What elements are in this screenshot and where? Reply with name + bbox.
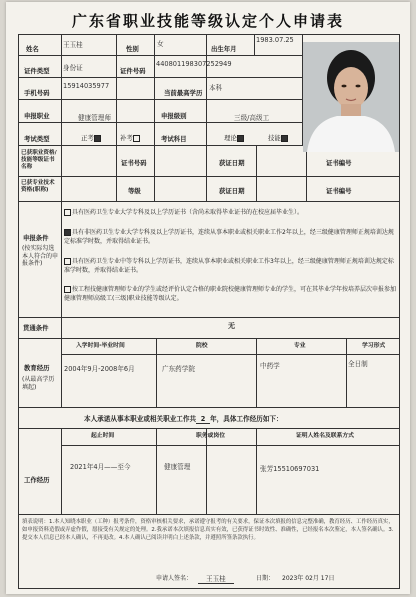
month-suffix: 月 <box>312 575 319 582</box>
cert-no-label: 证书号码 <box>121 159 147 167</box>
work-witness-value[interactable]: 张芳15510697031 <box>260 465 320 473</box>
cert-level-label: 等级 <box>128 187 141 195</box>
gender-label: 性别 <box>126 45 139 53</box>
rule <box>61 34 62 201</box>
rule <box>399 34 400 588</box>
condition-item[interactable] <box>64 285 396 304</box>
applicant-photo <box>303 42 399 152</box>
work-col-witness: 证明人姓名及联系方式 <box>296 433 354 439</box>
exam-subject-option-2[interactable] <box>268 134 289 142</box>
work-col-role: 职务或岗位 <box>196 433 225 439</box>
checkbox-icon[interactable] <box>64 209 71 216</box>
phone-label: 手机号码 <box>24 89 50 97</box>
rule <box>256 338 257 407</box>
date-label: 日期： <box>256 575 275 582</box>
work-role-value[interactable]: 健康管理 <box>164 463 191 471</box>
exam-type-label: 考试类型 <box>24 135 50 143</box>
work-label: 工作经历 <box>24 476 50 484</box>
id-type-value[interactable]: 身份证 <box>63 64 83 72</box>
edu-time-value[interactable]: 2004年9月-2008年6月 <box>64 365 135 373</box>
rule <box>18 338 400 339</box>
checkbox-icon[interactable] <box>133 135 140 142</box>
rule <box>61 445 399 446</box>
rule <box>116 145 117 201</box>
exam-type-option-2[interactable] <box>120 134 141 142</box>
work-commitment <box>84 415 283 424</box>
rule <box>256 145 257 201</box>
edu-major-value[interactable]: 中药学 <box>260 362 280 370</box>
rule <box>116 34 117 145</box>
level-value[interactable]: 三级/高级工 <box>234 114 270 122</box>
rule <box>306 145 307 201</box>
work-col-time: 起止时间 <box>91 433 115 439</box>
rule <box>18 34 19 588</box>
cert-no3-label: 证书编号 <box>326 187 352 195</box>
cert-row1-label: 已获职业资格/技能等级证书名称 <box>21 150 57 170</box>
edu-col-school: 院校 <box>196 343 208 349</box>
year-suffix: 年 <box>297 575 304 582</box>
sign-day[interactable]: 17 <box>320 575 329 582</box>
commitment-prefix: 本人承诺从事本职业或相关职业工作共 <box>84 415 197 423</box>
rule <box>256 428 257 514</box>
name-label: 姓名 <box>26 45 39 53</box>
edu-col-major: 专业 <box>294 343 306 349</box>
rule <box>18 588 400 589</box>
edu-col-mode: 学习形式 <box>362 343 386 349</box>
education-label: 教育经历 <box>24 364 50 372</box>
exam-subject-label: 考试科目 <box>161 135 187 143</box>
condition-text: 具有非医药卫生专业大学专科及以上学历证书，连续从事本职业或相关职业工作2年以上，经三级健康管理师正规培训达规定标准学时数，并取得结业证书。 <box>64 229 394 246</box>
rule <box>61 354 399 355</box>
condition-item[interactable] <box>64 208 396 217</box>
rule <box>61 201 62 338</box>
exam-type-option-1[interactable] <box>81 134 102 142</box>
checkbox-checked-icon[interactable] <box>94 135 101 142</box>
cert-no2-label: 证书编号 <box>326 159 352 167</box>
form-title: 广东省职业技能等级认定个人申请表 <box>71 12 344 30</box>
education-note: (从最高学历填起) <box>22 376 55 391</box>
rule <box>206 428 207 514</box>
commitment-suffix: 年，具体工作经历如下： <box>210 415 283 423</box>
work-time-value[interactable]: 2021年4月——至今 <box>70 463 131 471</box>
birth-label: 出生年月 <box>211 45 237 53</box>
rule <box>156 338 157 407</box>
exam-type-option-1-label: 正考 <box>81 134 94 142</box>
id-type-label: 证件类型 <box>24 67 50 75</box>
sign-date[interactable] <box>282 575 334 583</box>
rule <box>18 201 400 202</box>
rule <box>156 428 157 514</box>
edu-label: 当前最高学历 <box>164 89 203 97</box>
condition-item[interactable] <box>64 257 396 276</box>
exam-subject-option-1-label: 理论 <box>224 134 237 142</box>
declaration-text: 填表说明：1.本人知晓本职业（工种）报考条件，资格审核相关要求，承诺遵守报考的有关要求，保证本次填报的信息完整准确，教育经历、工作经历真实，如申报资料造假或弄虚作假，愿接受有关规定的处理。2.我承诺本次填报信息真实有效，已获得证书时效性、准确性，已经报名本次鉴定，本人签名确认。3.提交本人信息已经本人确认，不再更改。4.本人确认已阅读并明白上述条款，并遵照所签条款执行。 <box>22 519 394 542</box>
rule <box>346 338 347 407</box>
general-condition-label: 贯通条件 <box>23 324 49 332</box>
occupation-value[interactable]: 健康管理师 <box>78 114 111 122</box>
rule <box>18 407 400 408</box>
conditions-label: 申报条件 <box>23 234 49 242</box>
checkbox-checked-icon[interactable] <box>281 135 288 142</box>
application-form <box>6 2 410 594</box>
id-no-label: 证件号码 <box>120 67 146 75</box>
id-no-value[interactable]: 440801198307252949 <box>156 60 232 68</box>
general-condition-value: 无 <box>228 322 235 330</box>
condition-item[interactable] <box>64 228 396 247</box>
exam-subject-option-2-label: 技能 <box>268 134 281 142</box>
rule <box>18 514 400 515</box>
signature-value[interactable]: 王玉桂 <box>198 573 234 584</box>
rule <box>18 34 400 35</box>
signature-label: 申请人签名： <box>156 575 193 582</box>
day-suffix: 日 <box>328 575 335 582</box>
rule <box>154 145 155 201</box>
edu-value[interactable]: 本科 <box>209 84 223 92</box>
condition-text: 按工程技健康管理师专业的学生或经评价认定合格的职业院校健康管理师专业的学生，可在其毕业学年按培养层次申报参加健康管理师高级工(三级)职业技能等级认定。 <box>64 286 397 303</box>
checkbox-checked-icon[interactable] <box>64 229 71 236</box>
rule <box>154 34 155 145</box>
exam-subject-option-1[interactable] <box>224 134 245 142</box>
cert-date2-label: 获证日期 <box>219 187 245 195</box>
sign-month[interactable]: 02 <box>305 575 313 582</box>
phone-value[interactable]: 15914035977 <box>63 82 110 90</box>
rule <box>18 317 400 318</box>
level-label: 申报级别 <box>161 112 187 120</box>
checkbox-checked-icon[interactable] <box>237 135 244 142</box>
exam-type-option-2-label: 补考 <box>120 134 133 142</box>
cert-date-label: 获证日期 <box>219 159 245 167</box>
birth-value[interactable]: 1983.07.25 <box>256 36 294 44</box>
name-value[interactable]: 王玉桂 <box>63 41 83 49</box>
edu-col-time: 入学时间-毕业时间 <box>76 343 125 349</box>
work-years[interactable]: 2 <box>196 415 210 424</box>
conditions-note: (按实际勾选本人符合的申报条件) <box>22 245 59 267</box>
rule <box>254 34 255 56</box>
edu-mode-value[interactable]: 全日制 <box>348 360 368 368</box>
condition-text: 具有医药卫生专业大学专科及以上学历证书（含尚未取得毕业证书的在校应届毕业生）。 <box>72 209 304 216</box>
checkbox-icon[interactable] <box>64 258 71 265</box>
rule <box>18 176 400 177</box>
rule <box>18 428 400 429</box>
edu-school-value[interactable]: 广东药学院 <box>162 365 195 373</box>
cert-row2-label: 已获专业技术资格(职称) <box>21 180 55 193</box>
sign-year[interactable]: 2023 <box>282 575 298 582</box>
gender-value[interactable]: 女 <box>157 40 164 48</box>
condition-text: 具有医药卫生专业中等专科以上学历证书，连续从事本职业或相关职业工作3年以上，经三级健康管理师正规培训达规定标准学时数，并取得结业证书。 <box>64 258 394 275</box>
checkbox-icon[interactable] <box>64 286 71 293</box>
rule <box>61 428 62 514</box>
rule <box>61 338 62 407</box>
portrait-image <box>303 42 399 152</box>
occupation-label: 申报职业 <box>24 112 50 120</box>
